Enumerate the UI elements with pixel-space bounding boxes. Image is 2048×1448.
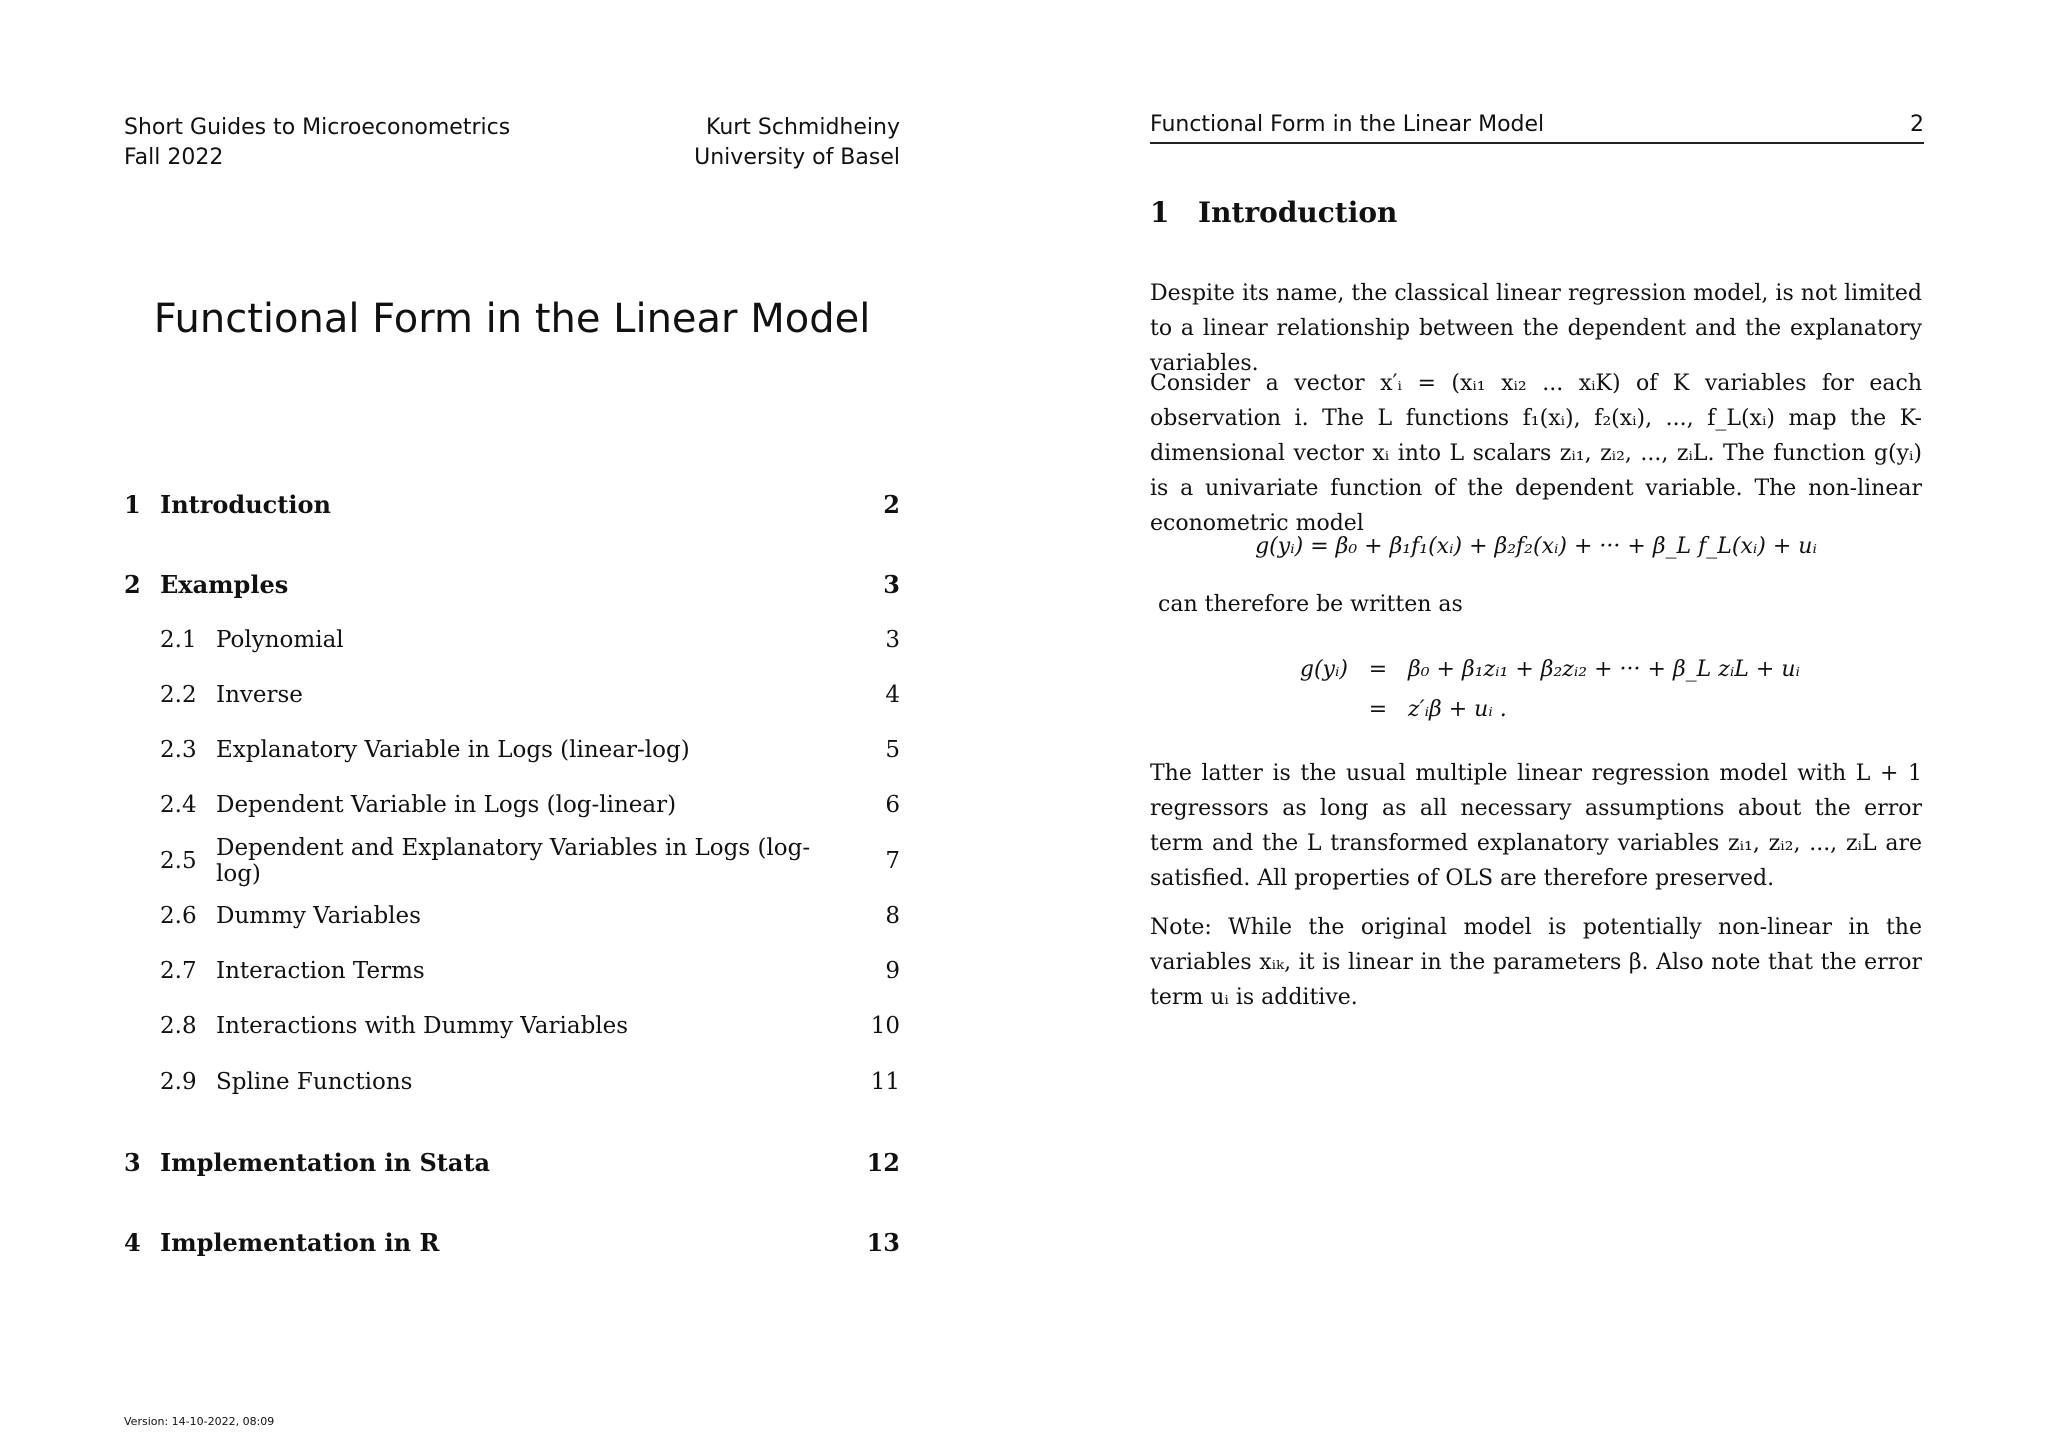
toc-entry-page: 10 [870,1013,900,1039]
term: Fall 2022 [124,145,224,170]
toc-entry-number: 2.2 [160,682,197,708]
toc-entry[interactable] [124,677,900,713]
toc-entry[interactable] [124,835,900,887]
equation-lhs: g(yᵢ) [1299,657,1348,682]
toc-entry[interactable] [124,1144,900,1180]
toc-entry-page: 9 [885,958,900,984]
toc-entry-page: 7 [885,848,900,874]
toc-entry-label: Dependent and Explanatory Variables in Logs (log-log) [216,835,811,887]
author: Kurt Schmidheiny [705,115,900,140]
toc-entry-label: Dummy Variables [216,903,421,929]
equation-row-1 [1278,650,1800,690]
toc-entry-label: Implementation in R [160,1227,440,1257]
meta-left [124,113,510,173]
toc-entry-page: 3 [883,569,900,599]
paragraph-3: The latter is the usual multiple linear regression model with L + 1 regressors as long as all necessary assumptions about the error term and the L transformed explanatory variables zᵢ₁, zᵢ₂, ..., zᵢL are satisfied. All properties of OLS are therefore preserved. [1150,761,1922,891]
toc-entry-label: Implementation in Stata [160,1147,491,1177]
toc-entry[interactable] [124,787,900,823]
toc-entry-number: 1 [124,489,141,519]
toc-entry-label: Interaction Terms [216,958,425,984]
toc-entry-page: 2 [883,489,900,519]
running-header [1150,112,1924,144]
toc-entry-number: 2.7 [160,958,197,984]
toc-entry[interactable] [124,486,900,522]
toc-entry-label: Dependent Variable in Logs (log-linear) [216,792,677,818]
equals-sign: = [1368,657,1388,682]
toc-entry-page: 11 [870,1069,900,1095]
toc-entry[interactable] [124,622,900,658]
version-note: Version: 14-10-2022, 08:09 [124,1415,275,1428]
toc-entry-number: 2.8 [160,1013,197,1039]
section-number: 1 [1150,196,1170,229]
toc-entry-page: 13 [866,1227,900,1257]
toc-entry-label: Introduction [160,489,331,519]
toc-entry-number: 2.3 [160,737,197,763]
equation-row-2 [1278,690,1800,730]
section-title: Introduction [1198,196,1398,229]
toc-entry-label: Explanatory Variable in Logs (linear-log) [216,737,690,763]
toc-entry-number: 4 [124,1227,141,1257]
toc-entry-number: 2.5 [160,848,197,874]
toc-entry[interactable] [124,732,900,768]
equation-array [1278,650,1800,730]
toc-entry-number: 2.4 [160,792,197,818]
toc-entry-label: Spline Functions [216,1069,413,1095]
equals-sign: = [1368,697,1388,722]
toc-entry-number: 2 [124,569,141,599]
running-header-title: Functional Form in the Linear Model [1150,112,1545,137]
paragraph-2: Consider a vector x′ᵢ = (xᵢ₁ xᵢ₂ ... xᵢK) of K variables for each observation i. The L functions f₁(xᵢ), f₂(xᵢ), ..., f_L(xᵢ) map the K-dimensional vector xᵢ into L scalars zᵢ₁, zᵢ₂, ..., zᵢL. The function g(yᵢ) is a univariate function of the dependent variable. The non-linear econometric model [1150,371,1922,536]
toc-entry[interactable] [124,566,900,602]
toc-entry-number: 2.9 [160,1069,197,1095]
toc-entry[interactable] [124,953,900,989]
toc-entry[interactable] [124,898,900,934]
toc-entry-number: 2.6 [160,903,197,929]
equation-rhs-2: z′ᵢβ + uᵢ . [1408,697,1507,722]
section-heading [1150,196,1397,229]
paragraph-after-equation: can therefore be written as [1158,592,1463,617]
meta-right [694,113,900,173]
toc-entry-label: Examples [160,569,289,599]
document-title: Functional Form in the Linear Model [153,296,871,342]
equation-rhs-1: β₀ + β₁zᵢ₁ + β₂zᵢ₂ + ··· + β_L zᵢL + uᵢ [1408,657,1800,682]
page-number: 2 [1910,112,1924,137]
right-page [1024,0,2048,1448]
toc-entry-page: 12 [866,1147,900,1177]
toc-entry-label: Interactions with Dummy Variables [216,1013,629,1039]
toc-entry-number: 3 [124,1147,141,1177]
toc-entry-page: 8 [885,903,900,929]
toc-entry-page: 3 [885,627,900,653]
toc-entry-page: 6 [885,792,900,818]
toc-entry-label: Polynomial [216,627,344,653]
series-title: Short Guides to Microeconometrics [124,115,511,140]
toc-entry-label: Inverse [216,682,303,708]
equation-1: g(yᵢ) = β₀ + β₁f₁(xᵢ) + β₂f₂(xᵢ) + ··· + β_L f_L(xᵢ) + uᵢ [1255,534,1817,559]
paragraph-4: Note: While the original model is potentially non-linear in the variables xᵢₖ, it is linear in the parameters β. Also note that the error term uᵢ is additive. [1150,915,1922,1010]
toc-entry-page: 5 [885,737,900,763]
toc-entry[interactable] [124,1008,900,1044]
paragraph-1: Despite its name, the classical linear regression model, is not limited to a linear relationship between the dependent and the explanatory variables. [1150,281,1922,376]
toc-entry[interactable] [124,1064,900,1100]
institution: University of Basel [694,145,900,170]
toc-entry-page: 4 [885,682,900,708]
toc-entry-number: 2.1 [160,627,197,653]
toc-entry[interactable] [124,1224,900,1260]
